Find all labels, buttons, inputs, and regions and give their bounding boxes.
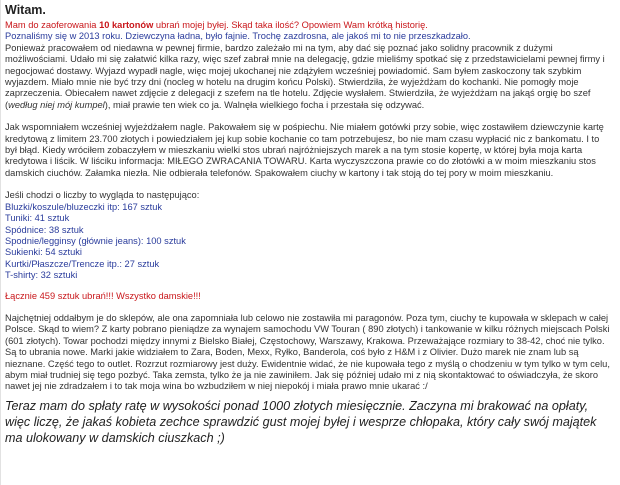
paragraph-shops: Najchętniej oddałbym je do sklepów, ale ona zapomniała lub celowo nie zostawiła mi paragonów. Poza tym, ciuchy te kupowała w sklepach w całej Polsce. Skąd to wiem? Z karty pobrano pieniądze za wynajem samochodu VW Touran ( 890 złotych) i tankowanie w kilku różnych miejscach Polski (601 złotych). Towar pochodzi między innymi z Bielsko Białej, Częstochowy, Warszawy, Krakowa. Przeważające rozmiary to 38-42, choć nie tylko. Są to ubrania nowe. Marki jakie widziałem to Zara, Boden, Mexx, Ryłko, Banderola, coś było z H&M i z Olivier. Dużo marek nie znam lub są nieznane. Część tego to outlet. Rozrzut rozmiarowy jest duży. Ewidentnie widać, że nie kupowała tego z myślą o chodzeniu w tym tylko w tym celu, abym miał trudniej się tego pozbyć. Taka zemsta, tylko że ja nie zawiniłem. Jak się później udało mi z nią skontaktować to oświadczyła, że skoro nawet jej nie zdradzałem i to tak moja wina bo wzbudziłem w niej niepokój i miała prawo mnie ukarać :/ [5,312,610,392]
paragraph-credit-card: Jak wspomniałem wcześniej wyjeżdżałem nagle. Pakowałem się w pośpiechu. Nie miałem gotówki przy sobie, więc zostawiłem dziewczynie kartę kredytową z limitem 23.700 złotych i powiedziałem jej kup sobie kochanie co tam potrzebujesz, bo nie mam czasu wypłacić nic z bankomatu. I to był błąd. Kiedy wróciłem zobaczyłem w mieszkaniu wielki stos ubrań najróżniejszych marek a na tym stosie kopertę, w której była moja karta kredytowa i liścik. W liściku informacja: MIŁEGO ZWRACANIA TOWARU. Karta wyczyszczona prawie co do złotówki a w moim mieszkaniu stos damskich ciuchów. Załamka niezła. Nie odbierała telefonów. Spakowałem ciuchy w kartony i tak stoją do tej pory w moim mieszkaniu. [5,122,604,178]
clothing-list [5,202,612,282]
closing-paragraph: Teraz mam do spłaty ratę w wysokości ponad 1000 złotych miesięcznie. Zaczyna mi brakować na opłaty, więc liczę, że jakaś kobieta zechce sprawdzić gust mojej byłej i wesprze chłopaka, który cały swój majątek ma ulokowany w damskich ciuszkach ;) [5,398,597,445]
intro-text-c: ubrań mojej byłej. Skąd taka ilość? Opowiem Wam krótką historię. [153,20,428,30]
intro-text-a: Mam do zaoferowania [5,20,100,30]
total-count: Łącznie 459 sztuk ubrań!!! Wszystko damskie!!! [5,290,201,301]
list-item: T-shirty: 32 sztuki [5,270,78,281]
intro-count: 10 kartonów [99,20,154,30]
paragraph-delegation-italic: według niej mój kumpel [8,99,105,110]
list-item: Sukienki: 54 sztuki [5,247,82,258]
list-item: Kurtki/Płaszcze/Trencze itp.: 27 sztuk [5,258,160,269]
intro-line-1 [5,20,612,31]
list-intro: Jeśli chodzi o liczby to wygląda to następująco: [5,190,200,201]
paragraph-delegation-a: Ponieważ pracowałem od niedawna w pewnej firmie, bardzo zależało mi na tym, aby dać się poznać jako solidny pracownik z dużymi możliwościami. Udało mi się załatwić kilka razy, więc szef zabrał mnie na delegację, gdzie mieliśmy spotkać się z przedstawicielami pewnej firmy i negocjować dostawy. Wyjazd wypadł nagle, więc mojej ukochanej nie zdążyłem wcześniej powiadomić. Sam byłem zaskoczony tak szybkim wyjazdem. Miało mnie nie być trzy dni (nocleg w hotelu na drugim końcu Polski). Stwierdziła, że wyjeżdżam do kochanki. Nie pomogły moje zaprzeczenia. Obiecałem nawet zdjęcie z delegacji z szefem na tle hotelu. Zdjęcie wysłałem. Stwierdziła, że wyjeżdżam na jakąś orgię bo szef ( [5,42,605,110]
paragraph-delegation-b: ), miał prawie ten wiek co ja. Walnęła wielkiego focha i przestała się odzywać. [104,99,425,110]
list-item: Tuniki: 41 sztuk [5,213,70,224]
paragraph-delegation [5,43,612,111]
page-title: Witam. [5,3,46,17]
list-item: Spodnie/legginsy (głównie jeans): 100 sztuk [5,235,186,246]
list-item: Spódnice: 38 sztuk [5,224,84,235]
list-item: Bluzki/koszule/bluzeczki itp: 167 sztuk [5,201,163,212]
intro-line-2: Poznaliśmy się w 2013 roku. Dziewczyna ładna, było fajnie. Trochę zazdrosna, ale jakoś mi to nie przeszkadzało. [5,31,471,42]
